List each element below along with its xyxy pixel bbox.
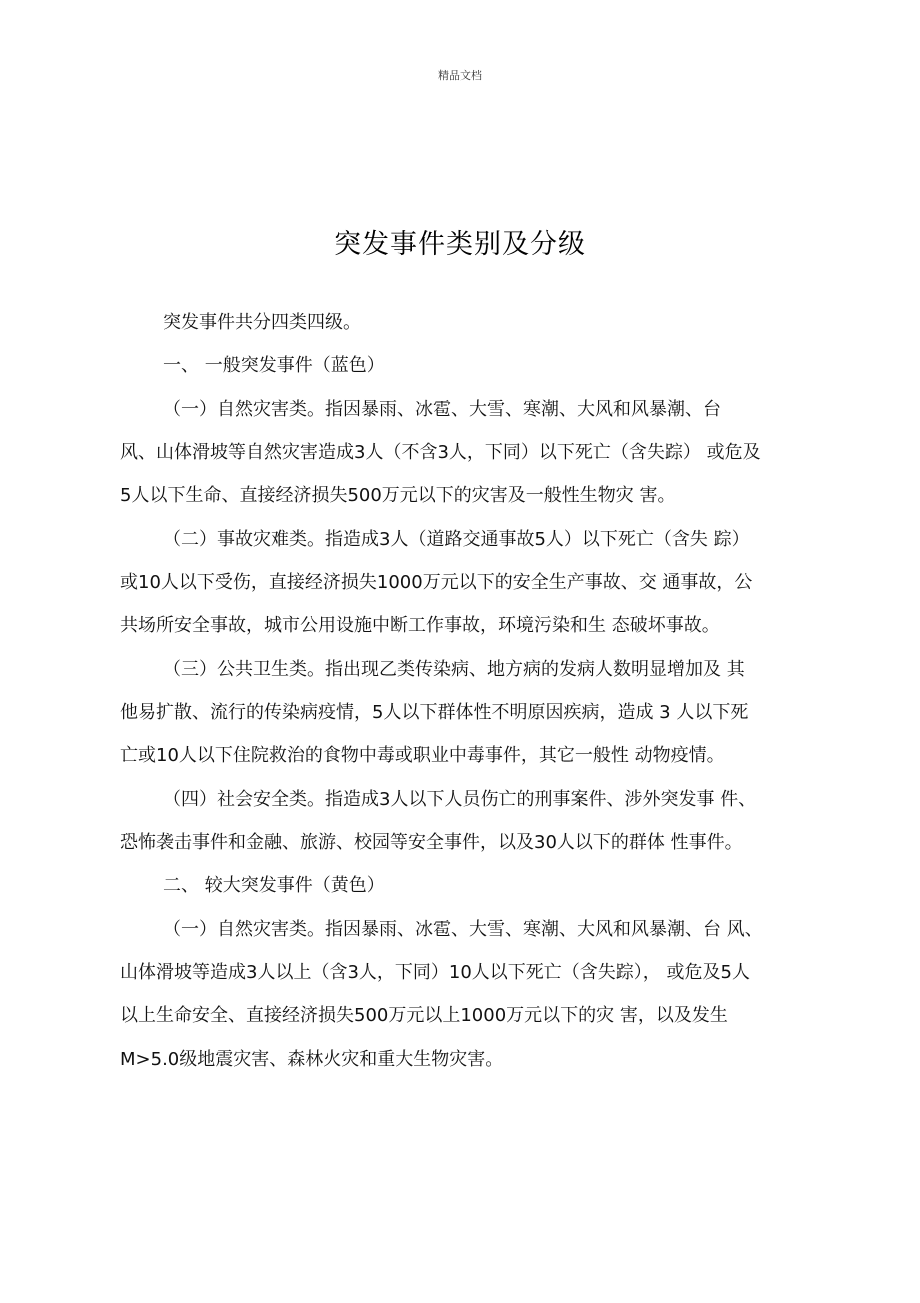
- paragraph-line: 风、山体滑坡等自然灾害造成3人（不含3人，下同）以下死亡（含失踪） 或危及: [120, 442, 761, 463]
- paragraph-line: 或10人以下受伤，直接经济损失1000万元以下的安全生产事故、交 通事故，公: [120, 572, 753, 593]
- paragraph-line: 山体滑坡等造成3人以上（含3人，下同）10人以下死亡（含失踪）， 或危及5人: [120, 962, 750, 983]
- paragraph-line: 共场所安全事故，城市公用设施中断工作事故，环境污染和生 态破坏事故。: [120, 615, 720, 636]
- paragraph-line: 以上生命安全、直接经济损失500万元以上1000万元以下的灾 害，以及发生: [120, 1005, 728, 1026]
- section-1-heading: 一、 一般突发事件（蓝色）: [163, 355, 385, 376]
- paragraph-line: 5人以下生命、直接经济损失500万元以下的灾害及一般性生物灾 害。: [120, 485, 676, 506]
- paragraph-line: （一）自然灾害类。指因暴雨、冰雹、大雪、寒潮、大风和风暴潮、台: [163, 399, 721, 420]
- paragraph-line: 恐怖袭击事件和金融、旅游、校园等安全事件，以及30人以下的群体 性事件。: [120, 832, 743, 853]
- paragraph-line: （一）自然灾害类。指因暴雨、冰雹、大雪、寒潮、大风和风暴潮、台 风、: [163, 919, 763, 940]
- paragraph-line: （二）事故灾难类。指造成3人（道路交通事故5人）以下死亡（含失 踪）: [163, 529, 750, 550]
- page-header: 精品文档: [438, 69, 482, 82]
- paragraph-line: M>5.0级地震灾害、森林火灾和重大生物灾害。: [120, 1049, 504, 1070]
- paragraph-line: （三）公共卫生类。指出现乙类传染病、地方病的发病人数明显增加及 其: [163, 659, 745, 680]
- paragraph-line: （四）社会安全类。指造成3人以下人员伤亡的刑事案件、涉外突发事 件、: [163, 789, 757, 810]
- section-2-heading: 二、 较大突发事件（黄色）: [163, 875, 385, 896]
- document-title: 突发事件类别及分级: [334, 229, 586, 260]
- paragraph-line: 亡或10人以下住院救治的食物中毒或职业中毒事件，其它一般性 动物疫情。: [120, 745, 725, 766]
- intro-line: 突发事件共分四类四级。: [163, 312, 361, 333]
- paragraph-line: 他易扩散、流行的传染病疫情，5人以下群体性不明原因疾病，造成 3 人以下死: [120, 702, 749, 723]
